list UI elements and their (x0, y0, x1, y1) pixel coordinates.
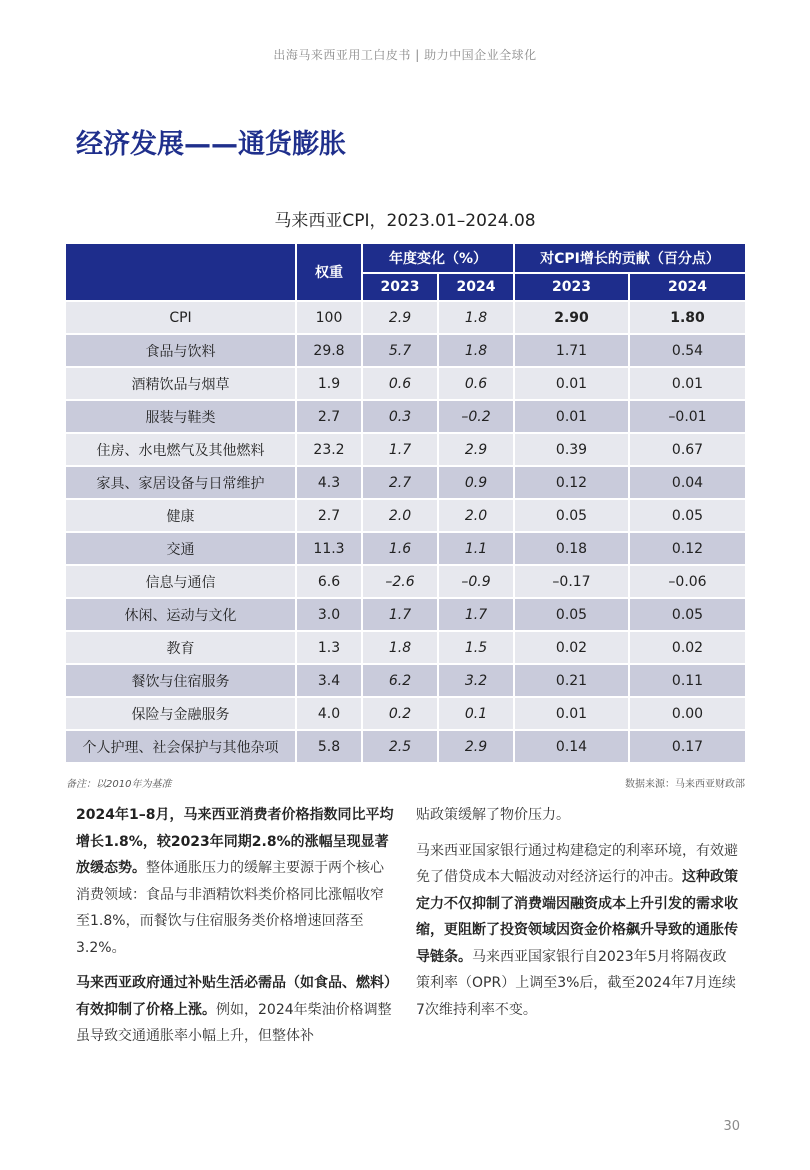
table-row (66, 533, 745, 566)
cell-annual-2024: 2.9 (439, 731, 515, 764)
paragraph-bold: 2024年1–8月，马来西亚消费者价格指数同比平均增长1.8%，较2023年同期2.8%的涨幅呈现显著放缓态势。 (76, 807, 394, 876)
cell-weight: 1.9 (297, 368, 363, 401)
cell-annual-2024: 0.6 (439, 368, 515, 401)
cell-contrib-2024: 0.05 (630, 500, 745, 533)
text-column-left (76, 802, 394, 1059)
header-weight: 权重 (297, 244, 363, 302)
text-column-right (416, 802, 738, 1032)
cell-category: 信息与通信 (66, 566, 297, 599)
cell-annual-2024: 3.2 (439, 665, 515, 698)
cell-annual-2024: 0.9 (439, 467, 515, 500)
header-year: 2024 (439, 274, 515, 302)
cell-contrib-2023: 0.01 (515, 698, 630, 731)
table-row (66, 368, 745, 401)
cell-category: 住房、水电燃气及其他燃料 (66, 434, 297, 467)
page-number: 30 (723, 1119, 740, 1134)
paragraph-text: 马来西亚国家银行自2023年5月将隔夜政策利率（OPR）上调至3%后，截至2024年7月连续7次维持利率不变。 (416, 948, 736, 1018)
cell-contrib-2023: 0.18 (515, 533, 630, 566)
cell-category: 休闲、运动与文化 (66, 599, 297, 632)
page-title: 经济发展——通货膨胀 (76, 129, 346, 160)
cell-contrib-2024: 0.54 (630, 335, 745, 368)
cell-annual-2023: 1.6 (363, 533, 439, 566)
cell-annual-2023: 6.2 (363, 665, 439, 698)
cell-annual-2024: 2.0 (439, 500, 515, 533)
table-body (66, 302, 745, 764)
cell-annual-2024: –0.2 (439, 401, 515, 434)
cell-annual-2024: 1.8 (439, 302, 515, 335)
table-row (66, 467, 745, 500)
cell-contrib-2024: 0.67 (630, 434, 745, 467)
paragraph (416, 838, 738, 1024)
cell-contrib-2023: 0.39 (515, 434, 630, 467)
table-row (66, 731, 745, 764)
paragraph (416, 802, 738, 829)
cell-weight: 11.3 (297, 533, 363, 566)
header-year: 2023 (363, 274, 439, 302)
cell-contrib-2024: –0.01 (630, 401, 745, 434)
cell-annual-2023: 1.8 (363, 632, 439, 665)
cell-weight: 3.0 (297, 599, 363, 632)
paragraph-bold: 马来西亚政府通过补贴生活必需品（如食品、燃料）有效抑制了价格上涨。 (76, 975, 391, 1018)
cell-weight: 6.6 (297, 566, 363, 599)
cell-contrib-2024: 0.02 (630, 632, 745, 665)
cell-contrib-2023: 0.01 (515, 401, 630, 434)
cell-category: 服装与鞋类 (66, 401, 297, 434)
cell-annual-2024: 1.7 (439, 599, 515, 632)
cell-annual-2023: 1.7 (363, 434, 439, 467)
table-row (66, 401, 745, 434)
cell-annual-2024: 1.1 (439, 533, 515, 566)
table-title: 马来西亚CPI，2023.01–2024.08 (274, 211, 536, 231)
paragraph-text: 整体通胀压力的缓解主要源于两个核心消费领域：食品与非酒精饮料类价格同比涨幅收窄至1.8%，而餐饮与住宿服务类价格增速回落至3.2%。 (76, 860, 384, 956)
cell-contrib-2024: 0.00 (630, 698, 745, 731)
table-row (66, 434, 745, 467)
header-annual-change: 年度变化（%） (363, 244, 515, 274)
cell-annual-2023: 0.2 (363, 698, 439, 731)
cell-contrib-2024: 0.11 (630, 665, 745, 698)
cell-category: 健康 (66, 500, 297, 533)
paragraph-text: 贴政策缓解了物价压力。 (416, 807, 570, 823)
cell-contrib-2024: –0.06 (630, 566, 745, 599)
cell-contrib-2023: 0.21 (515, 665, 630, 698)
cell-category: 交通 (66, 533, 297, 566)
cell-annual-2023: 2.0 (363, 500, 439, 533)
cell-annual-2023: 2.9 (363, 302, 439, 335)
table-row (66, 335, 745, 368)
cell-weight: 5.8 (297, 731, 363, 764)
cell-contrib-2023: 0.14 (515, 731, 630, 764)
cell-category: 家具、家居设备与日常维护 (66, 467, 297, 500)
paragraph-text: 马来西亚国家银行通过构建稳定的利率环境，有效避免了借贷成本大幅波动对经济运行的冲击。 (416, 842, 738, 885)
paragraph (76, 970, 394, 1050)
table-row (66, 632, 745, 665)
cell-contrib-2023: 0.05 (515, 500, 630, 533)
cell-category: 保险与金融服务 (66, 698, 297, 731)
cell-contrib-2024: 0.17 (630, 731, 745, 764)
cell-contrib-2023: 0.05 (515, 599, 630, 632)
cell-weight: 2.7 (297, 500, 363, 533)
cell-category: 餐饮与住宿服务 (66, 665, 297, 698)
cell-contrib-2023: –0.17 (515, 566, 630, 599)
cell-contrib-2023: 1.71 (515, 335, 630, 368)
cell-annual-2023: 1.7 (363, 599, 439, 632)
cell-contrib-2024: 0.05 (630, 599, 745, 632)
cell-category: 食品与饮料 (66, 335, 297, 368)
cell-contrib-2024: 1.80 (630, 302, 745, 335)
cell-annual-2023: –2.6 (363, 566, 439, 599)
cell-contrib-2023: 0.01 (515, 368, 630, 401)
cell-annual-2023: 2.5 (363, 731, 439, 764)
table-row (66, 302, 745, 335)
cell-weight: 4.3 (297, 467, 363, 500)
cell-annual-2024: –0.9 (439, 566, 515, 599)
cell-annual-2023: 2.7 (363, 467, 439, 500)
cell-weight: 3.4 (297, 665, 363, 698)
cell-category: 酒精饮品与烟草 (66, 368, 297, 401)
table-row (66, 566, 745, 599)
cell-annual-2023: 5.7 (363, 335, 439, 368)
cell-contrib-2024: 0.04 (630, 467, 745, 500)
table-row (66, 500, 745, 533)
cell-contrib-2023: 2.90 (515, 302, 630, 335)
cell-annual-2024: 0.1 (439, 698, 515, 731)
cell-contrib-2023: 0.12 (515, 467, 630, 500)
header-year: 2023 (515, 274, 630, 302)
cell-contrib-2024: 0.01 (630, 368, 745, 401)
cell-contrib-2024: 0.12 (630, 533, 745, 566)
cpi-table (66, 244, 745, 764)
cell-weight: 1.3 (297, 632, 363, 665)
cell-category: 个人护理、社会保护与其他杂项 (66, 731, 297, 764)
data-source: 数据来源：马来西亚财政部 (625, 779, 745, 790)
cell-weight: 29.8 (297, 335, 363, 368)
header-contribution: 对CPI增长的贡献（百分点） (515, 244, 745, 274)
cell-contrib-2023: 0.02 (515, 632, 630, 665)
page-header: 出海马来西亚用工白皮书 | 助力中国企业全球化 (273, 48, 537, 62)
cell-annual-2024: 1.5 (439, 632, 515, 665)
cell-weight: 100 (297, 302, 363, 335)
table-row (66, 665, 745, 698)
cell-category: 教育 (66, 632, 297, 665)
table-row (66, 599, 745, 632)
cell-annual-2024: 1.8 (439, 335, 515, 368)
table-row (66, 698, 745, 731)
header-year: 2024 (630, 274, 745, 302)
table-note: 备注：以2010年为基准 (66, 779, 172, 790)
paragraph (76, 802, 394, 961)
cell-annual-2024: 2.9 (439, 434, 515, 467)
paragraph-bold: 这种政策定力不仅抑制了消费端因融资成本上升引发的需求收缩，更阻断了投资领域因资金价格飙升导致的通胀传导链条。 (416, 869, 738, 965)
cell-category: CPI (66, 302, 297, 335)
paragraph-text: 例如，2024年柴油价格调整虽导致交通通胀率小幅上升，但整体补 (76, 1001, 392, 1044)
cell-annual-2023: 0.6 (363, 368, 439, 401)
cell-weight: 2.7 (297, 401, 363, 434)
cell-annual-2023: 0.3 (363, 401, 439, 434)
header-blank (66, 244, 297, 302)
cell-weight: 23.2 (297, 434, 363, 467)
cell-weight: 4.0 (297, 698, 363, 731)
